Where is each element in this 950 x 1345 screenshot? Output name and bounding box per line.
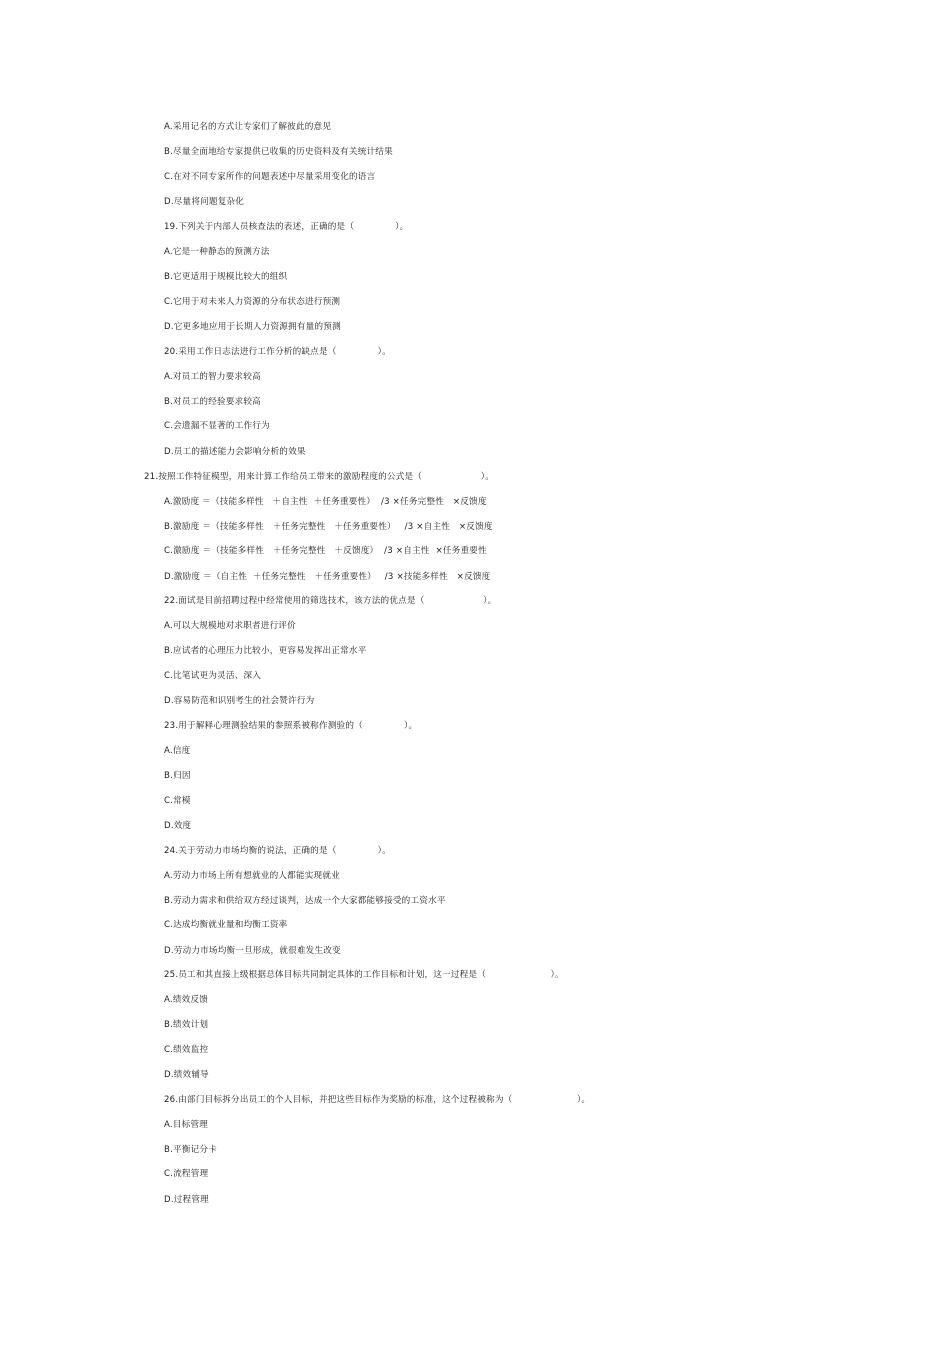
option-18a: A.采用记名的方式让专家们了解彼此的意见	[164, 122, 332, 132]
option-18d: D.尽量将问题复杂化	[164, 197, 245, 207]
question-20: 20.采用工作日志法进行工作分析的缺点是（ ）。	[164, 347, 391, 357]
question-19: 19.下列关于内部人员核查法的表述，正确的是（ ）。	[164, 222, 409, 232]
option-25a: A.绩效反馈	[164, 995, 209, 1005]
option-23c: C.常模	[164, 796, 191, 806]
option-20d: D.员工的描述能力会影响分析的效果	[164, 447, 306, 457]
question-21: 21.按照工作特征模型，用来计算工作给员工带来的激励程度的公式是（ ）。	[144, 472, 495, 482]
option-21b: B.激励度 ＝（技能多样性 ＋任务完整性 ＋任务重要性） /3 ×自主性 ×反馈度	[164, 522, 493, 532]
option-24c: C.达成均衡就业量和均衡工资率	[164, 920, 288, 930]
option-19a: A.它是一种静态的预测方法	[164, 247, 270, 257]
option-24a: A.劳动力市场上所有想就业的人都能实现就业	[164, 871, 340, 881]
option-26b: B.平衡记分卡	[164, 1145, 217, 1155]
option-24b: B.劳动力需求和供给双方经过谈判，达成一个大家都能够接受的工资水平	[164, 896, 446, 906]
question-25: 25.员工和其直接上级根据总体目标共同制定具体的工作目标和计划，这一过程是（ ）。	[164, 970, 564, 980]
option-22a: A.可以大规模地对求职者进行评价	[164, 621, 296, 631]
option-20a: A.对员工的智力要求较高	[164, 372, 261, 382]
option-26a: A.目标管理	[164, 1120, 209, 1130]
option-22d: D.容易防范和识别考生的社会赞许行为	[164, 696, 315, 706]
option-19c: C.它用于对未来人力资源的分布状态进行预测	[164, 297, 341, 307]
question-23: 23.用于解释心理测验结果的参照系被称作测验的（ ）。	[164, 721, 418, 731]
question-26: 26.由部门目标拆分出员工的个人目标，并把这些目标作为奖励的标准，这个过程被称为（ ）。	[164, 1095, 591, 1105]
option-23a: A.信度	[164, 746, 191, 756]
option-25b: B.绩效计划	[164, 1020, 209, 1030]
option-25c: C.绩效监控	[164, 1045, 209, 1055]
option-20c: C.会遗漏不显著的工作行为	[164, 421, 270, 431]
question-22: 22.面试是目前招聘过程中经常使用的筛选技术，该方法的优点是（ ）。	[164, 596, 497, 606]
option-26d: D.过程管理	[164, 1195, 209, 1205]
option-22c: C.比笔试更为灵活、深入	[164, 671, 262, 681]
option-18c: C.在对不同专家所作的问题表述中尽量采用变化的语言	[164, 172, 376, 182]
option-21a: A.激励度 ＝（技能多样性 ＋自主性 ＋任务重要性） /3 ×任务完整性 ×反馈度	[164, 497, 487, 507]
option-26c: C.流程管理	[164, 1169, 209, 1179]
option-19d: D.它更多地应用于长期人力资源拥有量的预测	[164, 322, 341, 332]
option-18b: B.尽量全面地给专家提供已收集的历史资料及有关统计结果	[164, 147, 393, 157]
option-22b: B.应试者的心理压力比较小，更容易发挥出正常水平	[164, 646, 367, 656]
option-21d: D.激励度 ＝（自主性 ＋任务完整性 ＋任务重要性） /3 ×技能多样性 ×反馈度	[164, 572, 491, 582]
option-23b: B.归因	[164, 771, 191, 781]
option-24d: D.劳动力市场均衡一旦形成，就很难发生改变	[164, 946, 341, 956]
option-23d: D.效度	[164, 821, 192, 831]
option-25d: D.绩效辅导	[164, 1070, 209, 1080]
option-20b: B.对员工的经验要求较高	[164, 397, 261, 407]
option-21c: C.激励度 ＝（技能多样性 ＋任务完整性 ＋反馈度） /3 ×自主性 ×任务重要性	[164, 546, 487, 556]
option-19b: B.它更适用于规模比较大的组织	[164, 272, 288, 282]
question-24: 24.关于劳动力市场均衡的说法，正确的是（ ）。	[164, 846, 391, 856]
